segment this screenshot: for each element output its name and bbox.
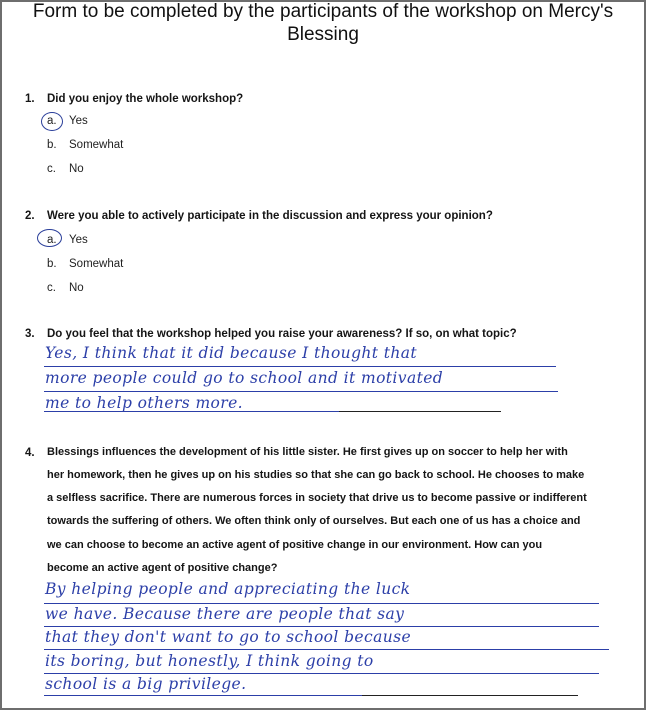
answer-underline — [44, 649, 609, 650]
question-4-number: 4. — [25, 447, 35, 459]
q4-answer-line-5: school is a big privilege. — [45, 675, 247, 693]
q1-option-b-label[interactable]: Somewhat — [69, 139, 124, 151]
q1-option-a-letter[interactable]: a. — [47, 115, 57, 127]
blank-answer-line[interactable] — [362, 695, 578, 696]
q3-answer-line-2: more people could go to school and it motivated — [45, 369, 444, 387]
answer-underline — [44, 626, 599, 627]
q1-option-c-letter[interactable]: c. — [47, 163, 56, 175]
q4-answer-line-1: By helping people and appreciating the luck — [45, 580, 411, 598]
form-title-line-2: Blessing — [287, 24, 359, 45]
answer-underline — [44, 603, 599, 604]
q2-option-c-label[interactable]: No — [69, 282, 84, 294]
question-4-text-line-2: her homework, then he gives up on his studies so that she can go back to school. He chooses to make — [47, 469, 585, 481]
q4-answer-line-3: that they don't want to go to school because — [45, 628, 412, 646]
q2-option-b-label[interactable]: Somewhat — [69, 258, 124, 270]
question-4-text-line-5: we can choose to become an active agent of positive change in our environment. How can you — [47, 539, 543, 551]
question-4-text-line-3: a selfless sacrifice. There are numerous forces in society that drive us to become passive or indifferent — [47, 492, 587, 504]
q3-answer-line-3: me to help others more. — [45, 394, 243, 412]
q1-option-a-label[interactable]: Yes — [69, 115, 88, 127]
q2-option-c-letter[interactable]: c. — [47, 282, 56, 294]
question-1-text: Did you enjoy the whole workshop? — [47, 93, 244, 105]
question-2-number: 2. — [25, 210, 35, 222]
question-3-text: Do you feel that the workshop helped you raise your awareness? If so, on what topic? — [47, 328, 517, 340]
question-4-text-line-4: towards the suffering of others. We often think only of ourselves. But each one of us has a choice and — [47, 515, 581, 527]
blank-answer-line[interactable] — [339, 411, 501, 412]
answer-underline — [44, 391, 558, 392]
answer-underline — [44, 673, 599, 674]
question-2-text: Were you able to actively participate in the discussion and express your opinion? — [47, 210, 493, 222]
q4-answer-line-4: its boring, but honestly, I think going to — [45, 652, 374, 670]
q1-option-c-label[interactable]: No — [69, 163, 84, 175]
q2-option-b-letter[interactable]: b. — [47, 258, 57, 270]
answer-underline — [44, 411, 339, 412]
q4-answer-line-2: we have. Because there are people that say — [45, 605, 405, 623]
q2-option-a-label[interactable]: Yes — [69, 234, 88, 246]
question-1-number: 1. — [25, 93, 35, 105]
q2-option-a-letter[interactable]: a. — [47, 234, 57, 246]
question-3-number: 3. — [25, 328, 35, 340]
question-4-text-line-6: become an active agent of positive change? — [47, 562, 278, 574]
q3-answer-line-1: Yes, I think that it did because I thought that — [45, 344, 418, 362]
q1-option-b-letter[interactable]: b. — [47, 139, 57, 151]
form-title-line-1: Form to be completed by the participants of the workshop on Mercy's — [32, 1, 614, 22]
answer-underline — [44, 695, 362, 696]
answer-underline — [44, 366, 556, 367]
question-4-text-line-1: Blessings influences the development of his little sister. He first gives up on soccer to help her with — [47, 446, 568, 458]
